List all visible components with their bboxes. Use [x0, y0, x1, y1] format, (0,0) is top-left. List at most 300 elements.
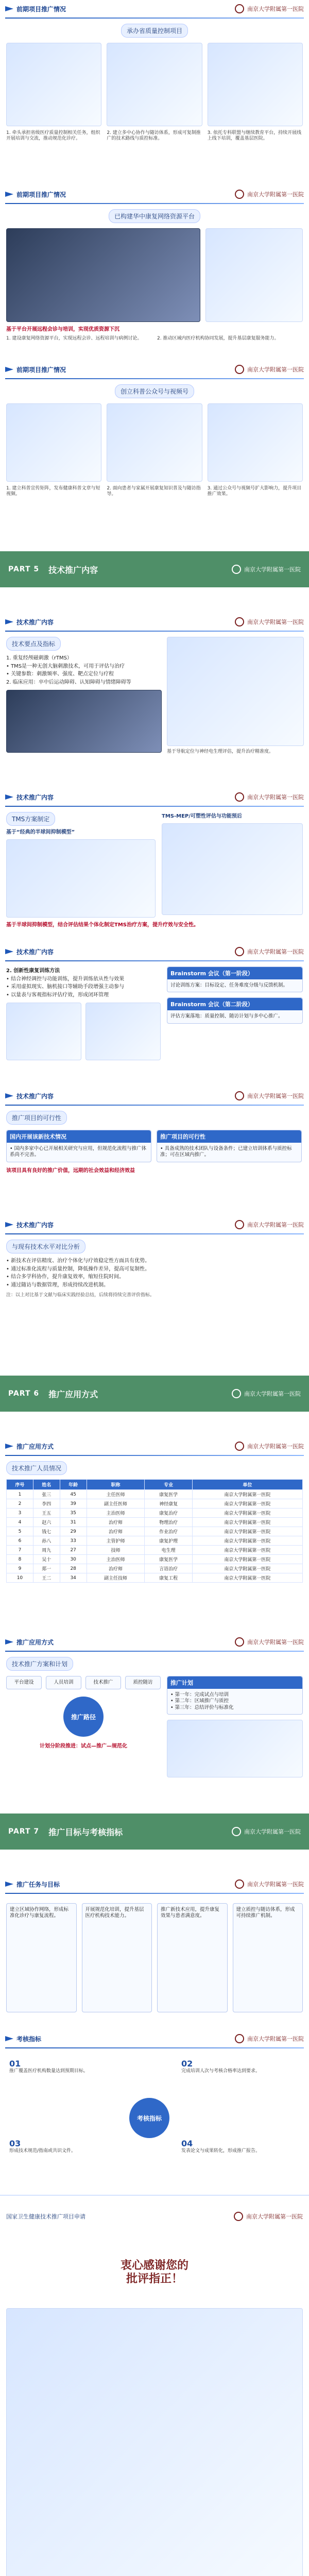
note: 注：以上对比基于文献与临床实践经验总结，后续将持续完善评价指标。: [6, 1293, 155, 1298]
university-brand: 南京大学附属第一医院: [235, 792, 304, 802]
content-row: [0, 807, 309, 918]
bullet-3: • 关键参数：刺激频率、强度、靶点定位与疗程: [6, 671, 114, 677]
right-box-content: • 具备成熟的技术团队与设备条件；已建立培训体系与质控标准；可在区域内推广。: [160, 1146, 292, 1158]
slide-title: 前期项目推广情况: [5, 190, 66, 199]
table-cell: 6: [7, 1536, 33, 1546]
title-marker-icon: [5, 949, 13, 954]
table-cell: 南京大学附属第一医院: [192, 1564, 302, 1573]
slide-header: [0, 1216, 309, 1233]
table-cell: 28: [60, 1564, 87, 1573]
bullet-3: • 采用虚拟现实、脑机接口等辅助手段增强主动参与: [6, 984, 125, 990]
table-cell: 主治医师: [87, 1509, 145, 1518]
box-content: 讨论训练方案：目标设定、任务难度分级与反馈机制。: [170, 982, 288, 988]
university-seal-icon: [235, 1091, 244, 1100]
title-marker-icon: [5, 1444, 13, 1449]
caption-1: 1. 建设康复网络资源平台，实现远程会诊、远程培训与病例讨论。: [6, 336, 142, 341]
table-cell: 主治医师: [87, 1555, 145, 1564]
university-seal-icon: [232, 1827, 241, 1836]
chip-wrap: [0, 24, 309, 38]
content-row: [0, 632, 309, 755]
part-banner: [0, 551, 309, 587]
left-box-content: • 国内多家中心已开展相关研究与应用，但规范化流程与推广体系尚不完善。: [10, 1146, 147, 1158]
title-marker-icon: [5, 1882, 13, 1887]
slide-6a: [0, 1437, 309, 1633]
mep-chart-image: [162, 823, 303, 915]
table-cell: 45: [60, 1490, 87, 1499]
title-marker-icon: [5, 794, 13, 800]
section-divider-part-6: [0, 1350, 309, 1437]
chip-wrap: [0, 209, 309, 223]
content: [0, 1106, 309, 1174]
university-seal-icon: [235, 365, 244, 374]
table-cell: 34: [60, 1573, 87, 1583]
part-title: 推广应用方式: [48, 1389, 98, 1399]
plan-right: [167, 1676, 303, 1777]
slide-5d: [0, 1087, 309, 1216]
table-cell: 郑一: [33, 1564, 60, 1573]
table-cell: 康复医学: [145, 1490, 192, 1499]
table-cell: 7: [7, 1546, 33, 1555]
document-photos-right: [208, 43, 303, 126]
table-cell: 30: [60, 1555, 87, 1564]
slide-5e: [0, 1216, 309, 1350]
center-wrap: [6, 1697, 161, 1737]
training-photo-1: [6, 1003, 81, 1060]
plan-box: [167, 1676, 303, 1715]
slide-1: [0, 0, 309, 185]
left-box-title: 国内开展该新技术情况: [7, 1130, 151, 1143]
bullet-list: [6, 655, 161, 686]
task-columns: [0, 1894, 309, 2012]
kpi-item-3: [9, 2139, 128, 2154]
slide-title: 考核指标: [5, 2035, 41, 2043]
plan-label-row: [6, 1676, 161, 1689]
slide-title: 推广应用方式: [5, 1442, 54, 1451]
university-brand: 南京大学附属第一医院: [235, 4, 304, 13]
left: [6, 967, 161, 1060]
table-cell: 治疗师: [87, 1518, 145, 1527]
task-col-2: 开展规范化培训，提升基层医疗机构技术能力。: [82, 1903, 152, 2012]
kpi-num: 02: [181, 2059, 193, 2069]
bullet-1: • 新技术在评估精度、治疗个体化与疗效稳定性方面具有优势。: [6, 1258, 150, 1264]
footer-band: [0, 2195, 309, 2236]
table-header-cell: 年龄: [60, 1480, 87, 1490]
plan-box-content: • 第一年：完成试点与培训 • 第二年：区域推广与质控 • 第三年：总结评价与标准化: [170, 1692, 234, 1710]
university-brand: 南京大学附属第一医院: [235, 2034, 304, 2043]
part-title: 技术推广内容: [48, 565, 98, 575]
kpi-layout: [0, 2054, 309, 2188]
title-marker-icon: [5, 192, 13, 197]
left-content: [6, 637, 161, 755]
red-plan: 计划分阶段推进：试点—推广—规范化: [40, 1743, 127, 1750]
table-cell: 27: [60, 1546, 87, 1555]
university-seal-icon: [232, 1389, 241, 1398]
table-cell: 康复工程: [145, 1573, 192, 1583]
plan-image: [167, 1720, 303, 1777]
table-cell: 神经康复: [145, 1499, 192, 1509]
university-seal-icon: [235, 1220, 244, 1229]
slide-title: 前期项目推广情况: [5, 5, 66, 13]
part-number: PART 6: [8, 1389, 40, 1398]
table-row: [7, 1555, 303, 1564]
box-title: Brainstorm 会议（第二阶段）: [167, 998, 302, 1010]
slide-title: 前期项目推广情况: [5, 365, 66, 374]
caption-2: 2. 建立多中心协作与随访体系，形成可复制推广的技术路线与质控标准。: [107, 130, 201, 142]
topic-chip: 与现有技术水平对比分析: [6, 1240, 85, 1253]
university-brand: 南京大学附属第一医院: [232, 565, 301, 574]
device-photos: [167, 637, 304, 746]
slide-title: 技术推广内容: [5, 1221, 54, 1229]
section-divider-part-7: [0, 1788, 309, 1875]
staff-table: [6, 1479, 303, 1583]
footer-left: 国家卫生健康技术推广项目申请: [6, 2213, 85, 2220]
university-brand: 南京大学附属第一医院: [232, 1389, 301, 1398]
plan-label-4: 质控随访: [125, 1676, 161, 1689]
slide-header: [0, 1087, 309, 1105]
task-col-4: 建立质控与随访体系，形成可持续推广机制。: [233, 1903, 303, 2012]
table-cell: 主任医师: [87, 1490, 145, 1499]
red-note: 基于平台开展远程会诊与培训，实现优质资源下沉: [6, 327, 119, 332]
table-cell: 31: [60, 1518, 87, 1527]
training-images: [6, 1003, 161, 1060]
table-cell: 南京大学附属第一医院: [192, 1518, 302, 1527]
table-row: [7, 1527, 303, 1536]
table-cell: 物理治疗: [145, 1518, 192, 1527]
red-conclusion: 该项目具有良好的推广价值，远期的社会效益和经济效益: [6, 1167, 135, 1174]
table-head: [7, 1480, 303, 1490]
caption-1: 1. 建立科普宣传矩阵，发布健康科普文章与短视频。: [6, 486, 100, 497]
table-header-cell: 姓名: [33, 1480, 60, 1490]
title-marker-icon: [5, 2036, 13, 2041]
table-cell: 5: [7, 1527, 33, 1536]
table-row: [7, 1490, 303, 1499]
box-title: Brainstorm 会议（第一阶段）: [167, 967, 302, 979]
table-cell: 南京大学附属第一医院: [192, 1509, 302, 1518]
part-banner: [0, 1376, 309, 1412]
table-header-cell: 职称: [87, 1480, 145, 1490]
university-seal-icon: [232, 565, 241, 574]
table-header-row: [7, 1480, 303, 1490]
topic-chip: 推广项目的可行性: [6, 1111, 67, 1125]
slide-header: [0, 1437, 309, 1455]
topic-chip: 技术推广人员情况: [6, 1461, 67, 1475]
thanks-text: 衷心感谢您的 批评指正！: [120, 2258, 188, 2285]
training-photo-2: [85, 1003, 161, 1060]
table-cell: 副主任技师: [87, 1573, 145, 1583]
table-row: [7, 1546, 303, 1555]
table-cell: 康复护理: [145, 1536, 192, 1546]
table-cell: 2: [7, 1499, 33, 1509]
task-col-3: 推广新技术应用，提升康复效果与患者满意度。: [157, 1903, 228, 2012]
table-cell: 南京大学附属第一医院: [192, 1536, 302, 1546]
kpi-text: 发表论文与成果转化，形成推广报告。: [181, 2148, 261, 2154]
table-header-cell: 单位: [192, 1480, 302, 1490]
table-cell: 副主任医师: [87, 1499, 145, 1509]
caption-row: [0, 482, 309, 498]
slide-title: 推广应用方式: [5, 1638, 54, 1647]
kpi-item-2: [181, 2059, 300, 2074]
table-cell: 南京大学附属第一医院: [192, 1499, 302, 1509]
thanks-wrap: [0, 2236, 309, 2308]
photo-collage-middle: [107, 43, 202, 126]
slide-2: [0, 185, 309, 361]
campus-image: [6, 2308, 303, 2576]
table-row: [7, 1499, 303, 1509]
university-brand: 南京大学附属第一医院: [232, 1827, 301, 1836]
table-cell: 8: [7, 1555, 33, 1564]
kpi-text: 完成培训人次与考核合格率达到要求。: [181, 2069, 261, 2074]
university-brand: 南京大学附属第一医院: [235, 1879, 304, 1889]
slide-title: 技术推广内容: [5, 1092, 54, 1100]
plan-label-3: 技术推广: [85, 1676, 121, 1689]
slide-7a: [0, 1875, 309, 2030]
table-cell: 周九: [33, 1546, 60, 1555]
university-brand: 南京大学附属第一医院: [235, 1220, 304, 1229]
table-row: [7, 1564, 303, 1573]
slide-header: [0, 361, 309, 378]
bullet-1: 1. 重复经颅磁刺激（rTMS）: [6, 655, 72, 661]
table-cell: 29: [60, 1527, 87, 1536]
bullet-2: • 通过标准化流程与质量控制，降低操作差异，提高可复制性。: [6, 1266, 150, 1272]
caption-1: 1. 牵头承担省级医疗质量控制相关任务，组织开展培训与交流，推动规范化诊疗。: [6, 130, 100, 142]
kpi-num: 03: [9, 2139, 21, 2148]
right-caption: 基于导航定位与神经电生理评估，提升治疗精准度。: [167, 749, 274, 754]
brainstorm-box-2: [167, 997, 303, 1023]
university-seal-icon: [235, 1442, 244, 1451]
table-cell: 1: [7, 1490, 33, 1499]
table-row: [7, 1509, 303, 1518]
slide-title: 技术推广内容: [5, 793, 54, 802]
book-cover-image: [6, 403, 101, 482]
platform-screenshot: [6, 228, 200, 322]
table-cell: 主管护师: [87, 1536, 145, 1546]
title-underline: [5, 378, 304, 379]
slide-6b: [0, 1633, 309, 1788]
left-panel: [6, 812, 156, 918]
table-cell: 南京大学附属第一医院: [192, 1546, 302, 1555]
red-summary: 基于半球间抑制模型，结合评估结果个体化制定TMS治疗方案，提升疗效与安全性。: [6, 922, 199, 928]
box-content: 评估方案落地：质量控制、随访计划与多中心推广。: [170, 1013, 283, 1020]
certificate-image: [205, 228, 303, 322]
plan-box-title: 推广计划: [167, 1676, 302, 1689]
slide-header: [0, 943, 309, 960]
title-marker-icon: [5, 619, 13, 624]
title-marker-icon: [5, 1093, 13, 1098]
task-col-1: 建立区域协作网络，形成标准化诊疗与康复流程。: [6, 1903, 77, 2012]
comparison-bullets: [6, 1258, 303, 1289]
table-row: [7, 1518, 303, 1527]
slide-header: [0, 2030, 309, 2047]
plan-diagram: [6, 1676, 161, 1777]
table-cell: 33: [60, 1536, 87, 1546]
table-row: [7, 1573, 303, 1583]
university-brand: 南京大学附属第一医院: [235, 1091, 304, 1100]
table-cell: 技师: [87, 1546, 145, 1555]
slide-title: 推广任务与目标: [5, 1880, 60, 1889]
footer: [0, 2195, 309, 2236]
table-cell: 南京大学附属第一医院: [192, 1573, 302, 1583]
center-circle: 推广路径: [63, 1697, 104, 1737]
part-banner: [0, 1814, 309, 1850]
right-box: [157, 1130, 302, 1162]
right: [167, 967, 303, 1060]
brain-graphic: [6, 690, 162, 753]
caption-2: 2. 推动区域内医疗机构协同发展，提升基层康复服务能力。: [157, 336, 279, 341]
slide-5c: [0, 943, 309, 1087]
table-header-cell: 序号: [7, 1480, 33, 1490]
table-cell: 南京大学附属第一医院: [192, 1527, 302, 1536]
bullet-2: • TMS是一种无创大脑刺激技术，可用于评估与治疗: [6, 663, 125, 669]
table-header-cell: 专业: [145, 1480, 192, 1490]
university-seal-icon: [235, 4, 244, 13]
kpi-item-4: [181, 2139, 300, 2154]
title-marker-icon: [5, 6, 13, 11]
right-box-title: 推广项目的可行性: [157, 1130, 301, 1143]
table-cell: 治疗师: [87, 1564, 145, 1573]
part-number: PART 7: [8, 1827, 40, 1836]
table-cell: 10: [7, 1573, 33, 1583]
university-seal-icon: [235, 1879, 244, 1889]
university-brand: 南京大学附属第一医院: [235, 1637, 304, 1647]
university-seal-icon: [234, 2212, 243, 2221]
plan-label-2: 人员培训: [46, 1676, 81, 1689]
slide-header: [0, 613, 309, 631]
table-cell: 4: [7, 1518, 33, 1527]
university-seal-icon: [235, 190, 244, 199]
table-cell: 3: [7, 1509, 33, 1518]
table-cell: 9: [7, 1564, 33, 1573]
right-panel: [162, 812, 303, 918]
caption-row: [0, 126, 309, 142]
bullet-2: • 结合神经调控与功能训练，提升训练依从性与效果: [6, 976, 125, 982]
slide-3: [0, 361, 309, 526]
right-content: [167, 637, 303, 755]
boxes: [6, 1130, 303, 1162]
table-cell: 康复医学: [145, 1555, 192, 1564]
university-brand: 南京大学附属第一医院: [235, 617, 304, 626]
table-cell: 35: [60, 1509, 87, 1518]
table-cell: 李四: [33, 1499, 60, 1509]
university-brand: 南京大学附属第一医院: [234, 2212, 303, 2221]
slide-header: [0, 0, 309, 18]
university-seal-icon: [235, 792, 244, 802]
slide-header: [0, 185, 309, 203]
bullet-4: 2. 临床应用：卒中后运动障碍、认知障碍与情绪障碍等: [6, 679, 131, 685]
part-title: 推广目标与考核指标: [48, 1827, 123, 1837]
bullet-4: • 通过随访与数据管理，形成持续改进机制。: [6, 1282, 109, 1288]
slide-title: 技术推广内容: [5, 947, 54, 956]
brainstorm-box-1: [167, 967, 303, 992]
caption-3: 3. 通过公众号与视频号扩大影响力，提升项目推广效果。: [207, 486, 302, 497]
kpi-item-1: [9, 2059, 128, 2074]
left-box: [6, 1130, 151, 1162]
title-marker-icon: [5, 367, 13, 372]
topic-chip: 技术推广方案和计划: [6, 1657, 73, 1671]
university-brand: 南京大学附属第一医院: [235, 947, 304, 956]
table-cell: 孙八: [33, 1536, 60, 1546]
title-underline: [5, 203, 304, 204]
topic-chip: TMS方案制定: [6, 812, 55, 826]
table-wrap: [0, 1456, 309, 1583]
university-seal-icon: [235, 1637, 244, 1647]
table-cell: 吴十: [33, 1555, 60, 1564]
table-cell: 39: [60, 1499, 87, 1509]
kpi-num: 04: [181, 2139, 193, 2148]
content: [0, 1652, 309, 1777]
title-marker-icon: [5, 1222, 13, 1227]
slide-thanks: [0, 2236, 309, 2576]
title-marker-icon: [5, 1639, 13, 1645]
caption-2: 2. 面向患者与家属开展康复知识普及与随访指导。: [107, 486, 201, 497]
video-channel-image: [208, 403, 303, 482]
table-cell: 治疗师: [87, 1527, 145, 1536]
topic-chip: 已构建华中康复网络资源平台: [109, 209, 200, 223]
table-cell: 南京大学附属第一医院: [192, 1555, 302, 1564]
content: [0, 1234, 309, 1298]
table-cell: 张三: [33, 1490, 60, 1499]
photo-collage-left: [6, 43, 101, 126]
table-cell: 作业治疗: [145, 1527, 192, 1536]
wechat-article-image: [107, 403, 202, 482]
table-cell: 王二: [33, 1573, 60, 1583]
university-brand: 南京大学附属第一医院: [235, 190, 304, 199]
kpi-num: 01: [9, 2059, 21, 2069]
university-seal-icon: [235, 2034, 244, 2043]
topic-chip: 创立科普公众号与视频号: [115, 384, 194, 398]
table-cell: 赵六: [33, 1518, 60, 1527]
table-cell: 言语治疗: [145, 1564, 192, 1573]
table-body: [7, 1490, 303, 1583]
kpi-text: 形成技术规范/指南或共识文件。: [9, 2148, 76, 2154]
bullet-3: • 结合多学科协作，提升康复效率，缩短住院时间。: [6, 1274, 125, 1280]
slide-5b: [0, 788, 309, 943]
section-divider-part-5: [0, 526, 309, 613]
university-seal-icon: [235, 617, 244, 626]
chip-wrap: [0, 384, 309, 398]
topic-chip: 技术要点及指标: [6, 637, 61, 651]
bullet-4: • 以量表与客观指标评估疗效，形成闭环管理: [6, 992, 109, 998]
table-cell: 电生理: [145, 1546, 192, 1555]
plan-row: [6, 1676, 303, 1777]
platform-images: [0, 223, 309, 322]
university-brand: 南京大学附属第一医院: [235, 1442, 304, 1451]
model-subtitle: 基于“经典的半球间抑制模型”: [6, 829, 75, 835]
right-title: TMS-MEP/可塑性评估与功能预后: [162, 814, 242, 819]
slide-header: [0, 788, 309, 806]
title-underline: [5, 2047, 304, 2048]
kpi-center: 考核指标: [129, 2098, 169, 2138]
image-row: [0, 38, 309, 126]
slide-title: 技术推广内容: [5, 618, 54, 626]
model-diagram: [6, 839, 156, 918]
bullet-1: 2. 创新性康复训练方法: [6, 968, 60, 974]
table-cell: 钱七: [33, 1527, 60, 1536]
table-cell: 王五: [33, 1509, 60, 1518]
caption-3: 3. 依托专科联盟与继续教育平台，持续开展线上线下培训，覆盖基层医院。: [207, 130, 302, 142]
caption-row: [0, 333, 309, 342]
slide-header: [0, 1875, 309, 1893]
table-cell: 康复治疗: [145, 1509, 192, 1518]
plan-label-1: 平台建设: [6, 1676, 42, 1689]
title-underline: [5, 18, 304, 19]
content-row: [0, 961, 309, 1060]
university-brand: 南京大学附属第一医院: [235, 365, 304, 374]
slide-7b: [0, 2030, 309, 2195]
table-cell: 南京大学附属第一医院: [192, 1490, 302, 1499]
slide-5a: [0, 613, 309, 788]
university-seal-icon: [235, 947, 244, 956]
slide-header: [0, 1633, 309, 1651]
